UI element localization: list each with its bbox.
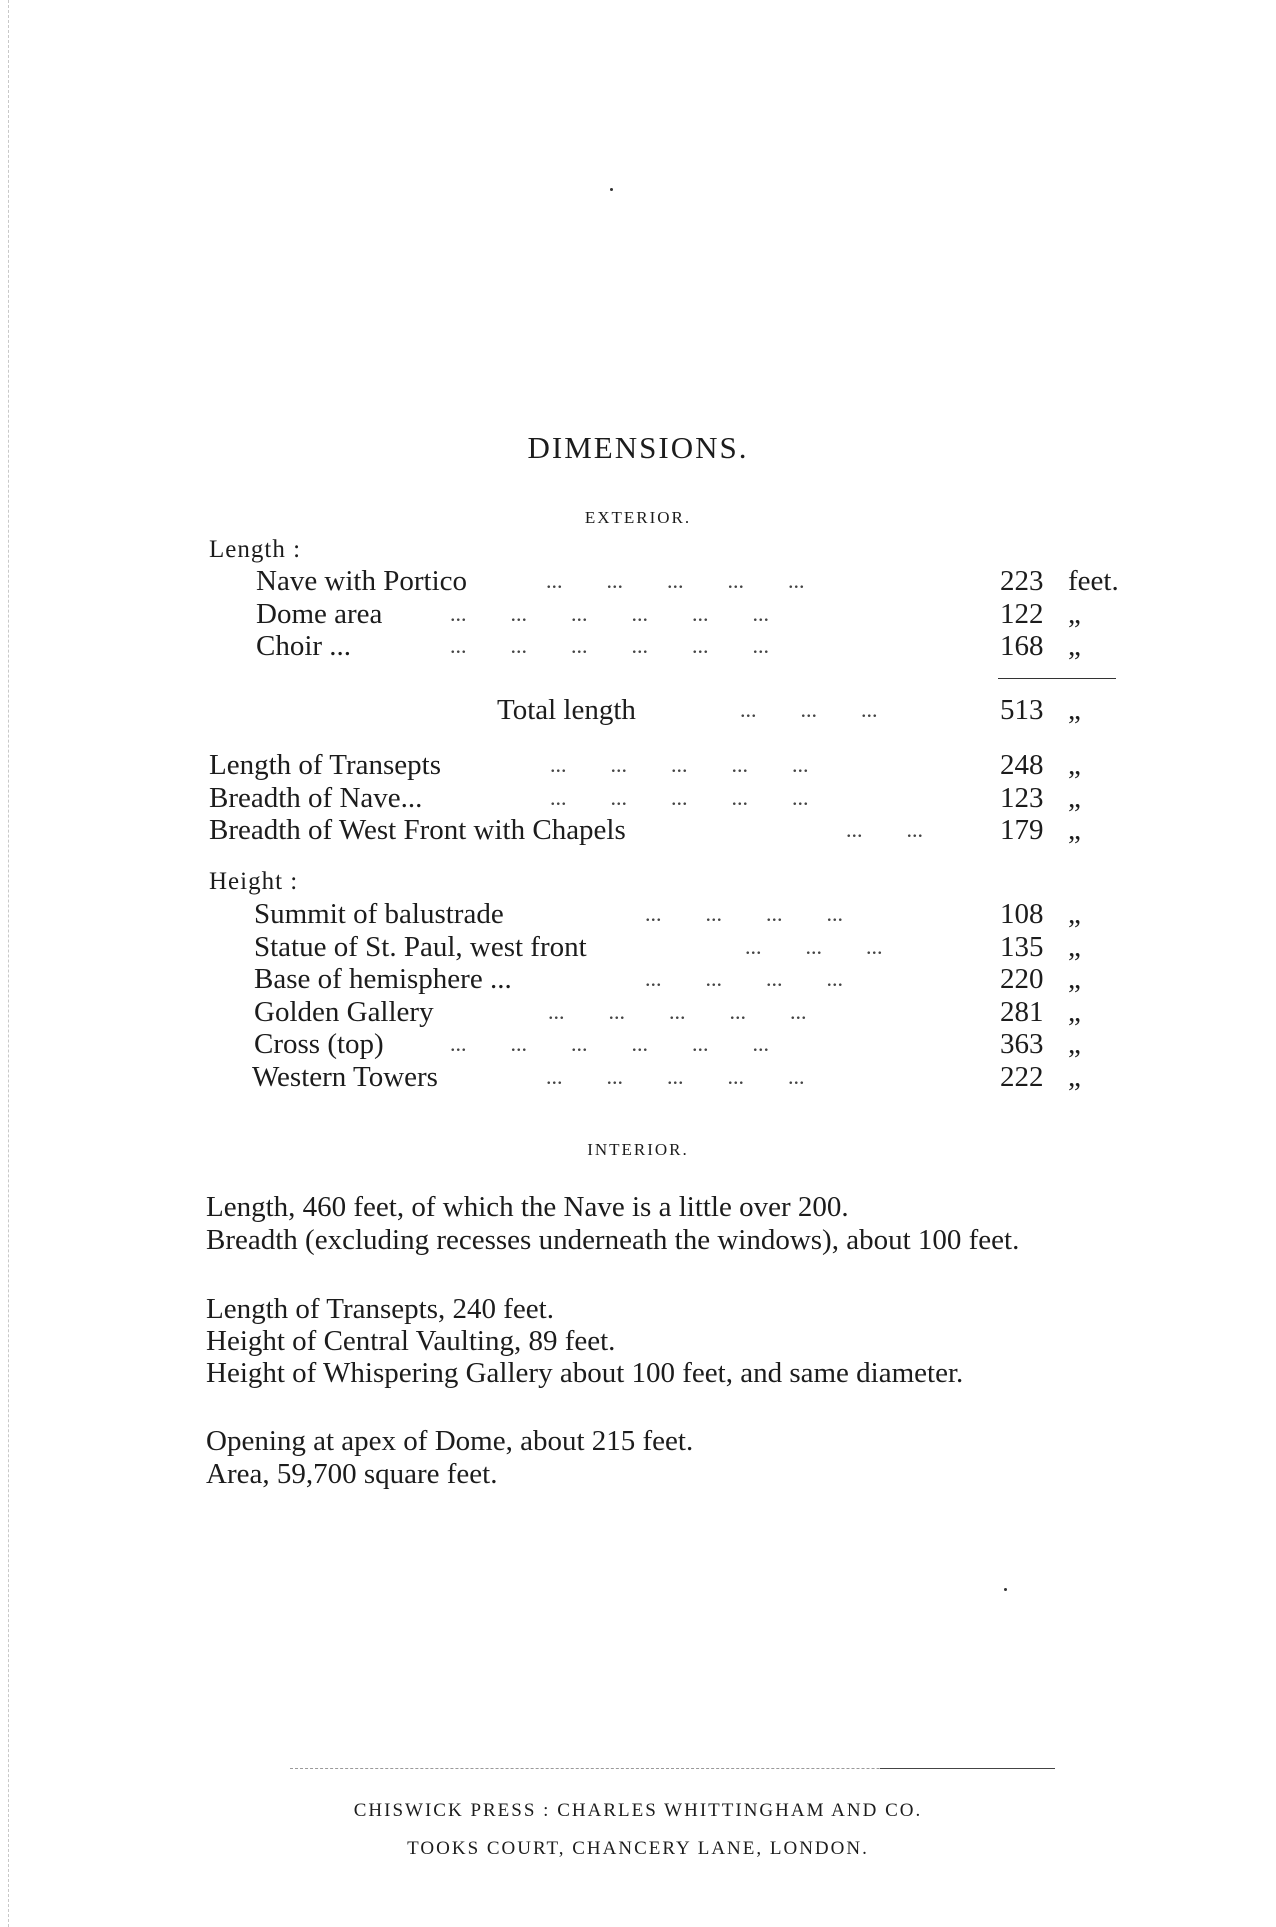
leader-dots: ... ... ... ... — [645, 966, 843, 991]
dimension-unit: „ — [1068, 898, 1081, 930]
exterior-heading: EXTERIOR. — [584, 508, 692, 527]
leader-dots: ... ... ... ... ... — [550, 785, 809, 810]
dimension-value: 363 — [1000, 1028, 1044, 1060]
leader-dots: ... ... ... ... ... ... — [450, 601, 769, 626]
dimension-label: Nave with Portico — [256, 565, 468, 597]
total-rule — [998, 678, 1116, 679]
dimension-row — [0, 1027, 1276, 1061]
leader-dots: ... ... ... ... — [645, 901, 843, 926]
dimension-label: Base of hemisphere ... — [254, 963, 512, 995]
dimension-label: Statue of St. Paul, west front — [254, 931, 587, 963]
dimension-row — [0, 1060, 1276, 1094]
dimension-row — [0, 564, 1276, 598]
dimension-row — [0, 629, 1276, 663]
dimension-unit: „ — [1068, 782, 1081, 814]
height-label: Height : — [209, 868, 299, 895]
dimension-row — [0, 813, 1276, 847]
dimension-value: 179 — [1000, 814, 1044, 846]
leader-dots: ... ... ... — [745, 934, 883, 959]
leader-dots: ... ... ... ... ... — [546, 1064, 805, 1089]
dimension-value: 248 — [1000, 749, 1044, 781]
dimension-unit: „ — [1068, 598, 1081, 630]
dimension-label: Breadth of Nave... — [209, 782, 423, 814]
interior-line: Height of Central Vaulting, 89 feet. — [206, 1325, 616, 1357]
total-unit: „ — [1068, 694, 1081, 726]
total-label: Total length — [497, 694, 636, 726]
dimension-value: 135 — [1000, 931, 1044, 963]
interior-line-text: Breadth (excluding recesses underneath the windows), about 100 feet. — [206, 1224, 1020, 1256]
page-title: DIMENSIONS. — [527, 430, 749, 465]
dimension-value: 220 — [1000, 963, 1044, 995]
dimension-row — [0, 930, 1276, 964]
dimension-row — [0, 995, 1276, 1029]
total-value: 513 — [1000, 694, 1044, 726]
dimension-label: Western Towers — [252, 1061, 438, 1093]
dimension-label: Golden Gallery — [254, 996, 434, 1028]
dimension-row — [0, 597, 1276, 631]
dimension-label: Dome area — [256, 598, 383, 630]
dimension-value: 168 — [1000, 630, 1044, 662]
dimension-value: 223 — [1000, 565, 1044, 597]
leader-dots: ... ... — [846, 817, 923, 842]
printer-address: TOOKS COURT, CHANCERY LANE, LONDON. — [407, 1838, 869, 1859]
dimension-unit: „ — [1068, 996, 1081, 1028]
speck — [610, 188, 613, 191]
interior-line: Area, 59,700 square feet. — [206, 1458, 498, 1490]
dimension-label: Summit of balustrade — [254, 898, 504, 930]
leader-dots: ... ... ... ... ... — [546, 568, 805, 593]
dimension-unit: „ — [1068, 1028, 1081, 1060]
footer-rule — [880, 1768, 1055, 1769]
leader-dots: ... ... ... ... ... — [548, 999, 807, 1024]
dimension-unit: „ — [1068, 931, 1081, 963]
dimension-label: Length of Transepts — [209, 749, 441, 781]
dimension-unit: „ — [1068, 1061, 1081, 1093]
printer-line: CHISWICK PRESS : CHARLES WHITTINGHAM AND CO. — [353, 1800, 923, 1821]
dimension-row — [0, 897, 1276, 931]
dimension-label: Cross (top) — [254, 1028, 384, 1060]
dimension-row — [0, 962, 1276, 996]
interior-line: Length, 460 feet, of which the Nave is a little over 200. — [206, 1191, 849, 1223]
dimension-label: Choir ... — [256, 630, 352, 662]
dimension-value: 222 — [1000, 1061, 1044, 1093]
dimension-value: 123 — [1000, 782, 1044, 814]
total-row — [0, 693, 1276, 727]
interior-line — [206, 1223, 1120, 1257]
dimension-row — [0, 781, 1276, 815]
dimension-unit: „ — [1068, 749, 1081, 781]
dimension-label: Breadth of West Front with Chapels — [209, 814, 626, 846]
dimension-unit: „ — [1068, 814, 1081, 846]
leader-dots: ... ... ... ... ... ... — [450, 1031, 769, 1056]
interior-line: Opening at apex of Dome, about 215 feet. — [206, 1425, 694, 1457]
leader-dots: ... ... ... ... ... — [550, 752, 809, 777]
dimension-value: 108 — [1000, 898, 1044, 930]
leader-dots: ... ... ... — [740, 697, 878, 722]
interior-line: Length of Transepts, 240 feet. — [206, 1293, 554, 1325]
dimension-unit: „ — [1068, 963, 1081, 995]
dimension-value: 281 — [1000, 996, 1044, 1028]
dimension-row — [0, 748, 1276, 782]
dimension-value: 122 — [1000, 598, 1044, 630]
dimension-unit: „ — [1068, 630, 1081, 662]
dimension-unit: feet. — [1068, 565, 1119, 597]
interior-line: Height of Whispering Gallery about 100 feet, and same diameter. — [206, 1357, 964, 1389]
speck — [1004, 1588, 1007, 1591]
leader-dots: ... ... ... ... ... ... — [450, 633, 769, 658]
interior-heading: INTERIOR. — [587, 1140, 689, 1159]
length-label: Length : — [209, 536, 302, 563]
